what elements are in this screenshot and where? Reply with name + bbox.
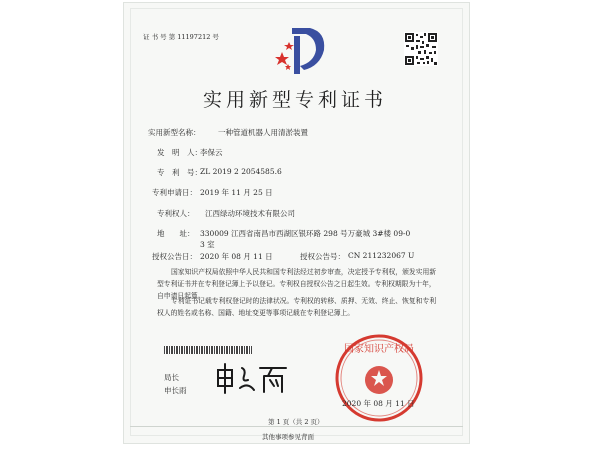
- director-name: 申长雨: [164, 386, 187, 395]
- svg-text:国家知识产权局: 国家知识产权局: [344, 344, 414, 355]
- page-info: 第 1 页（共 2 页）: [268, 418, 324, 426]
- official-seal-icon: [333, 332, 425, 424]
- filing-date-label: 专利申请日：: [152, 188, 197, 197]
- seal-date: 2020 年 08 月 11 日: [342, 399, 415, 408]
- director-signature-icon: [212, 360, 292, 396]
- address-label: 地 址：: [157, 229, 195, 238]
- qr-code-icon: [404, 32, 438, 66]
- statement-paragraph-1: 国家知识产权局依照中华人民共和国专利法经过初步审查，决定授予专利权，颁发实用新型专利证书并在专利登记簿上予以登记。专利权自授权公告之日起生效。专利权期限为十年，自申请日起算。: [157, 268, 437, 300]
- patentee-label: 专利权人：: [157, 209, 195, 218]
- statement-paragraph-2: 专利证书记载专利权登记时的法律状况。专利权的转移、质押、无效、终止、恢复和专利权人的姓名或名称、国籍、地址变更等事项记载在专利登记簿上。: [157, 297, 437, 317]
- grant-no-label: 授权公告号：: [300, 252, 345, 261]
- grant-date-label: 授权公告日：: [152, 252, 197, 261]
- inventor-label: 发 明 人：: [157, 148, 202, 157]
- footer-divider: [130, 426, 463, 427]
- patentee: 江西绿动环境技术有限公司: [205, 209, 295, 218]
- certificate-number: 证 书 号 第 11197212 号: [143, 33, 219, 41]
- certificate-title: 实用新型专利证书: [202, 89, 387, 111]
- grant-no: CN 211232067 U: [348, 251, 415, 260]
- patent-no-label: 专 利 号：: [157, 168, 202, 177]
- inventor: 李保云: [200, 148, 223, 157]
- utility-name-label: 实用新型名称：: [148, 128, 201, 137]
- utility-name: 一种管道机器人用清淤装置: [218, 128, 308, 137]
- cnipa-logo-icon: [270, 22, 330, 78]
- footer-note: 其他事项参见背面: [262, 433, 314, 441]
- patent-no: ZL 2019 2 2054585.6: [200, 167, 282, 176]
- grant-date: 2020 年 08 月 11 日: [200, 252, 273, 261]
- barcode-icon: [164, 346, 252, 354]
- filing-date: 2019 年 11 月 25 日: [200, 188, 273, 197]
- address-line-2: 3 室: [200, 240, 215, 249]
- director-title: 局长: [164, 373, 179, 382]
- address-line-1: 330009 江西省南昌市西湖区银环路 298 号万豪城 3#楼 09-0: [200, 229, 411, 238]
